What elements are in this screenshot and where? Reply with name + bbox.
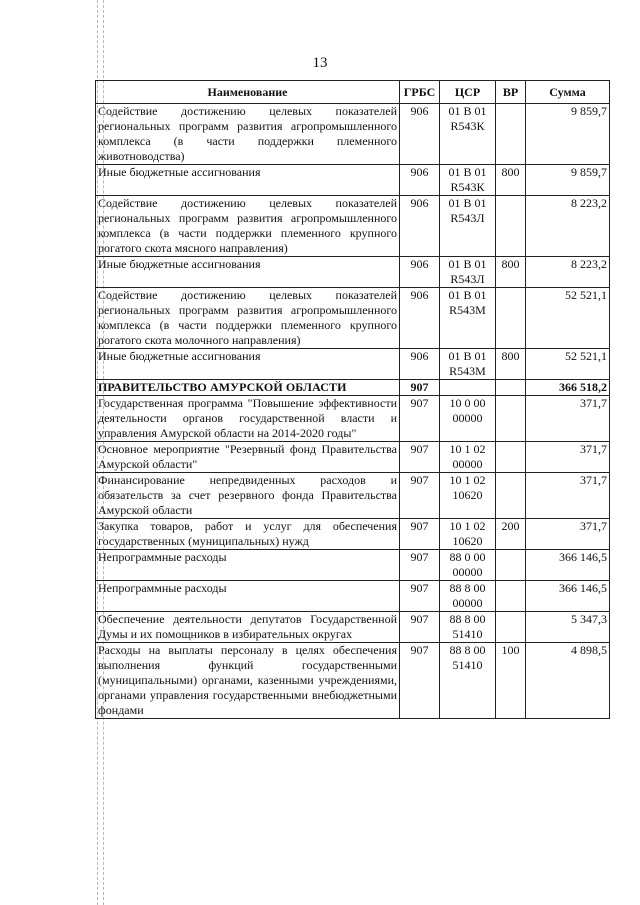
row-grbs: 906 bbox=[400, 196, 440, 257]
row-name: Иные бюджетные ассигнования bbox=[96, 349, 400, 380]
row-name: Финансирование непредвиденных расходов и обязательств за счет резервного фонда Правительства Амурской области bbox=[96, 473, 400, 519]
row-csr: 10 1 02 00000 bbox=[440, 442, 496, 473]
row-sum: 52 521,1 bbox=[526, 288, 610, 349]
row-name: Обеспечение деятельности депутатов Государственной Думы и их помощников в избирательных округах bbox=[96, 612, 400, 643]
row-csr: 10 1 02 10620 bbox=[440, 473, 496, 519]
table-row bbox=[96, 349, 610, 380]
row-name: Непрограммные расходы bbox=[96, 581, 400, 612]
row-name: Содействие достижению целевых показателей региональных программ развития агропромышленного комплекса (в части поддержки племенного крупного рогатого скота мясного направления) bbox=[96, 196, 400, 257]
row-csr: 01 В 01 R543Л bbox=[440, 257, 496, 288]
header-name: Наименование bbox=[96, 81, 400, 104]
table-row bbox=[96, 550, 610, 581]
row-vr bbox=[496, 288, 526, 349]
row-grbs: 907 bbox=[400, 442, 440, 473]
row-grbs: 906 bbox=[400, 288, 440, 349]
row-csr: 01 В 01 R543Л bbox=[440, 196, 496, 257]
row-csr bbox=[440, 380, 496, 396]
row-grbs: 907 bbox=[400, 396, 440, 442]
row-sum: 371,7 bbox=[526, 473, 610, 519]
row-vr bbox=[496, 550, 526, 581]
row-vr bbox=[496, 473, 526, 519]
row-vr: 800 bbox=[496, 349, 526, 380]
row-name: Содействие достижению целевых показателей региональных программ развития агропромышленного комплекса (в части поддержки племенного животноводства) bbox=[96, 104, 400, 165]
row-grbs: 906 bbox=[400, 349, 440, 380]
budget-table bbox=[95, 80, 610, 719]
row-vr: 800 bbox=[496, 257, 526, 288]
table-row bbox=[96, 612, 610, 643]
row-sum: 5 347,3 bbox=[526, 612, 610, 643]
table-row bbox=[96, 165, 610, 196]
table-row bbox=[96, 104, 610, 165]
row-sum: 366 146,5 bbox=[526, 581, 610, 612]
row-sum: 52 521,1 bbox=[526, 349, 610, 380]
row-vr bbox=[496, 442, 526, 473]
row-csr: 01 В 01 R543К bbox=[440, 104, 496, 165]
row-csr: 01 В 01 R543К bbox=[440, 165, 496, 196]
row-grbs: 907 bbox=[400, 581, 440, 612]
row-sum: 366 518,2 bbox=[526, 380, 610, 396]
row-csr: 10 1 02 10620 bbox=[440, 519, 496, 550]
row-csr: 10 0 00 00000 bbox=[440, 396, 496, 442]
row-grbs: 907 bbox=[400, 519, 440, 550]
row-name: Непрограммные расходы bbox=[96, 550, 400, 581]
row-sum: 9 859,7 bbox=[526, 104, 610, 165]
row-name: Расходы на выплаты персоналу в целях обеспечения выполнения функций государственными (муниципальными) органами, казенными учреждениями, органами управления государственными внебюджетными фондами bbox=[96, 643, 400, 719]
table-row bbox=[96, 442, 610, 473]
table-row bbox=[96, 643, 610, 719]
header-csr: ЦСР bbox=[440, 81, 496, 104]
row-name: Иные бюджетные ассигнования bbox=[96, 165, 400, 196]
row-name: Государственная программа "Повышение эффективности деятельности органов государственной власти и управления Амурской области на 2014-2020 годы" bbox=[96, 396, 400, 442]
row-vr bbox=[496, 104, 526, 165]
page-number: 13 bbox=[312, 55, 328, 71]
row-csr: 88 0 00 00000 bbox=[440, 550, 496, 581]
row-vr bbox=[496, 196, 526, 257]
row-sum: 9 859,7 bbox=[526, 165, 610, 196]
row-sum: 4 898,5 bbox=[526, 643, 610, 719]
row-csr: 01 В 01 R543М bbox=[440, 349, 496, 380]
row-csr: 88 8 00 51410 bbox=[440, 643, 496, 719]
table-row bbox=[96, 519, 610, 550]
row-grbs: 907 bbox=[400, 550, 440, 581]
table-row bbox=[96, 196, 610, 257]
row-name: Основное мероприятие "Резервный фонд Правительства Амурской области" bbox=[96, 442, 400, 473]
table-row-bold bbox=[96, 380, 610, 396]
row-sum: 371,7 bbox=[526, 396, 610, 442]
row-grbs: 906 bbox=[400, 104, 440, 165]
table-row bbox=[96, 396, 610, 442]
row-vr: 200 bbox=[496, 519, 526, 550]
table-row bbox=[96, 473, 610, 519]
table-header-row bbox=[96, 81, 610, 104]
row-sum: 8 223,2 bbox=[526, 257, 610, 288]
row-vr bbox=[496, 612, 526, 643]
row-sum: 371,7 bbox=[526, 442, 610, 473]
header-grbs: ГРБС bbox=[400, 81, 440, 104]
row-sum: 8 223,2 bbox=[526, 196, 610, 257]
row-sum: 371,7 bbox=[526, 519, 610, 550]
row-grbs: 906 bbox=[400, 165, 440, 196]
table-row bbox=[96, 581, 610, 612]
row-grbs: 907 bbox=[400, 380, 440, 396]
row-grbs: 906 bbox=[400, 257, 440, 288]
row-name: Содействие достижению целевых показателей региональных программ развития агропромышленного комплекса (в части поддержки племенного крупного рогатого скота молочного направления) bbox=[96, 288, 400, 349]
row-sum: 366 146,5 bbox=[526, 550, 610, 581]
row-vr bbox=[496, 581, 526, 612]
row-csr: 88 8 00 00000 bbox=[440, 581, 496, 612]
header-sum: Сумма bbox=[526, 81, 610, 104]
row-grbs: 907 bbox=[400, 612, 440, 643]
row-name: ПРАВИТЕЛЬСТВО АМУРСКОЙ ОБЛАСТИ bbox=[96, 380, 400, 396]
header-vr: ВР bbox=[496, 81, 526, 104]
row-vr: 100 bbox=[496, 643, 526, 719]
row-vr bbox=[496, 396, 526, 442]
row-csr: 88 8 00 51410 bbox=[440, 612, 496, 643]
row-grbs: 907 bbox=[400, 473, 440, 519]
table-row bbox=[96, 257, 610, 288]
row-name: Иные бюджетные ассигнования bbox=[96, 257, 400, 288]
row-vr: 800 bbox=[496, 165, 526, 196]
table-row bbox=[96, 288, 610, 349]
row-csr: 01 В 01 R543М bbox=[440, 288, 496, 349]
row-name: Закупка товаров, работ и услуг для обеспечения государственных (муниципальных) нужд bbox=[96, 519, 400, 550]
row-grbs: 907 bbox=[400, 643, 440, 719]
row-vr bbox=[496, 380, 526, 396]
